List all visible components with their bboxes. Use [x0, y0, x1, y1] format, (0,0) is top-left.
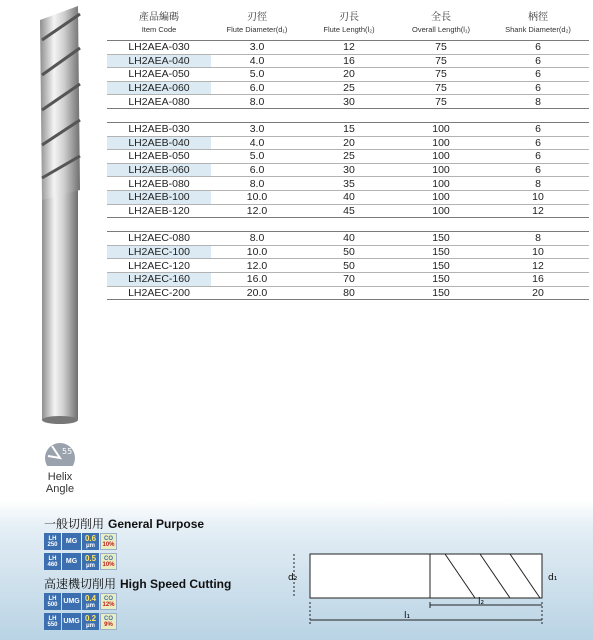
table-row [107, 245, 589, 259]
grain-size-badge [82, 593, 99, 610]
cobalt-label: CO [104, 615, 113, 622]
cell-d1: 3.0 [211, 122, 303, 136]
high-speed-badges [44, 593, 123, 630]
cell-code: LH2AEC-120 [107, 259, 211, 273]
grade-prefix: LH [48, 555, 57, 562]
header-shank-dia-zh: 柄徑 [528, 12, 548, 23]
cell-d2: 10 [487, 190, 589, 204]
grain-size: 0.2 [84, 613, 97, 623]
grade-number: 460 [47, 561, 58, 568]
grade-badge [44, 533, 61, 550]
cell-l1: 100 [395, 190, 487, 204]
cell-l1: 75 [395, 54, 487, 68]
cell-code: LH2AEC-080 [107, 232, 211, 246]
cobalt-value: 10% [102, 561, 115, 568]
cell-d2: 12 [487, 259, 589, 273]
group-spacer [107, 218, 589, 232]
cell-l1: 75 [395, 81, 487, 95]
cell-l2: 15 [303, 122, 395, 136]
cell-d1: 4.0 [211, 54, 303, 68]
end-mill-illustration [0, 0, 112, 430]
cell-d1: 6.0 [211, 81, 303, 95]
cell-l1: 75 [395, 95, 487, 109]
grain-badge [62, 613, 81, 630]
header-row-zh [107, 8, 589, 23]
grain-size-badge [82, 613, 99, 630]
cobalt-value: 10% [102, 541, 115, 548]
dimension-drawing [280, 532, 580, 637]
spacer-cell [107, 108, 589, 122]
cell-d1: 5.0 [211, 150, 303, 164]
cell-d2: 6 [487, 81, 589, 95]
grade-badge [44, 613, 61, 630]
cell-code: LH2AEA-030 [107, 41, 211, 55]
table-row [107, 150, 589, 164]
header-code-en: Item Code [141, 25, 177, 34]
table-row [107, 272, 589, 286]
cell-code: LH2AEB-060 [107, 163, 211, 177]
cell-l1: 150 [395, 259, 487, 273]
grain-type: UMG [63, 597, 80, 605]
helix-angle-block [30, 440, 90, 495]
cobalt-badge [100, 533, 117, 550]
cell-d1: 16.0 [211, 272, 303, 286]
grain-type: MG [65, 557, 78, 565]
cell-l1: 150 [395, 232, 487, 246]
cell-l2: 70 [303, 272, 395, 286]
cell-code: LH2AEA-050 [107, 68, 211, 82]
cell-l1: 100 [395, 150, 487, 164]
table-row [107, 163, 589, 177]
grain-size-badge [82, 533, 99, 550]
header-flute-len-en: Flute Length(l₂) [323, 25, 375, 34]
grade-prefix: LH [48, 535, 57, 542]
cell-d2: 12 [487, 204, 589, 218]
spacer-cell [107, 218, 589, 232]
cell-d1: 8.0 [211, 95, 303, 109]
cell-l2: 50 [303, 259, 395, 273]
table-row [107, 54, 589, 68]
header-row-en [107, 23, 589, 41]
grain-badge [62, 593, 81, 610]
cell-l1: 100 [395, 177, 487, 191]
cell-d1: 12.0 [211, 259, 303, 273]
table-row [107, 286, 589, 300]
cobalt-value: 9% [104, 621, 113, 628]
grade-badge [44, 593, 61, 610]
general-purpose-en: General Purpose [108, 517, 205, 531]
cell-d2: 6 [487, 122, 589, 136]
cell-d1: 4.0 [211, 136, 303, 150]
cell-d1: 10.0 [211, 245, 303, 259]
header-flute-dia-en: Flute Diameter(d₁) [226, 25, 288, 34]
cell-d2: 10 [487, 245, 589, 259]
cell-d2: 6 [487, 54, 589, 68]
general-purpose-zh: 一般切削用 [44, 517, 105, 531]
header-flute-dia-zh: 刃徑 [247, 12, 267, 23]
cobalt-badge [100, 593, 117, 610]
grain-size: 0.5 [84, 553, 97, 563]
cell-l1: 100 [395, 163, 487, 177]
cell-d2: 8 [487, 95, 589, 109]
label-d2: d₂ [288, 573, 298, 583]
spec-table [107, 8, 589, 300]
cobalt-badge [100, 553, 117, 570]
cell-l2: 40 [303, 190, 395, 204]
coating-badge-set [44, 613, 117, 630]
cell-d2: 6 [487, 150, 589, 164]
cell-l2: 45 [303, 204, 395, 218]
cell-code: LH2AEB-120 [107, 204, 211, 218]
cell-l2: 50 [303, 245, 395, 259]
cell-d2: 8 [487, 177, 589, 191]
grade-number: 550 [47, 621, 58, 628]
cell-code: LH2AEB-050 [107, 150, 211, 164]
cell-d2: 6 [487, 136, 589, 150]
header-code-zh: 產品編碼 [139, 12, 179, 23]
cell-l2: 16 [303, 54, 395, 68]
cell-l1: 100 [395, 136, 487, 150]
helix-angle-icon [40, 440, 80, 466]
cell-d2: 20 [487, 286, 589, 300]
cell-l2: 30 [303, 163, 395, 177]
cell-l1: 75 [395, 41, 487, 55]
cell-l2: 30 [303, 95, 395, 109]
coating-badge-set [44, 593, 117, 610]
group-spacer [107, 108, 589, 122]
high-speed-zh: 高速機切削用 [44, 577, 117, 591]
grain-size: 0.4 [84, 593, 97, 603]
grain-unit: μm [85, 622, 95, 629]
cell-code: LH2AEB-030 [107, 122, 211, 136]
grain-size-badge [82, 553, 99, 570]
table-row [107, 95, 589, 109]
cell-d2: 8 [487, 232, 589, 246]
cobalt-label: CO [104, 555, 113, 562]
cell-l2: 25 [303, 150, 395, 164]
cell-code: LH2AEB-100 [107, 190, 211, 204]
cell-d2: 6 [487, 41, 589, 55]
grade-number: 250 [47, 541, 58, 548]
cell-l1: 100 [395, 122, 487, 136]
cell-code: LH2AEC-200 [107, 286, 211, 300]
general-purpose-title [44, 515, 204, 532]
spec-table-body [107, 41, 589, 300]
table-row [107, 190, 589, 204]
table-row [107, 122, 589, 136]
cell-l2: 80 [303, 286, 395, 300]
cobalt-value: 12% [102, 601, 115, 608]
cell-l2: 20 [303, 68, 395, 82]
cell-l2: 20 [303, 136, 395, 150]
header-shank-dia-en: Shank Diameter(d₂) [505, 25, 571, 34]
cell-d1: 10.0 [211, 190, 303, 204]
table-row [107, 136, 589, 150]
grain-type: UMG [63, 617, 80, 625]
cell-d1: 3.0 [211, 41, 303, 55]
cell-l1: 100 [395, 204, 487, 218]
cell-l1: 150 [395, 272, 487, 286]
cell-l1: 75 [395, 68, 487, 82]
cell-l2: 12 [303, 41, 395, 55]
header-overall-len-en: Overall Length(l₁) [412, 25, 470, 34]
table-row [107, 177, 589, 191]
table-row [107, 81, 589, 95]
svg-text:55°: 55° [62, 447, 77, 456]
cell-code: LH2AEB-040 [107, 136, 211, 150]
cell-d2: 16 [487, 272, 589, 286]
label-l2: l₂ [478, 597, 485, 607]
cell-code: LH2AEB-080 [107, 177, 211, 191]
grain-badge [62, 553, 81, 570]
cell-d2: 6 [487, 68, 589, 82]
cell-code: LH2AEC-160 [107, 272, 211, 286]
cell-l2: 25 [303, 81, 395, 95]
cell-d1: 5.0 [211, 68, 303, 82]
cell-d1: 12.0 [211, 204, 303, 218]
label-d1: d₁ [548, 573, 558, 583]
grain-badge [62, 533, 81, 550]
header-flute-len-zh: 刃長 [339, 12, 359, 23]
cobalt-label: CO [104, 535, 113, 542]
cobalt-label: CO [104, 595, 113, 602]
cell-l1: 150 [395, 245, 487, 259]
grain-type: MG [65, 537, 78, 545]
coating-badge-set [44, 553, 117, 570]
cell-d1: 8.0 [211, 232, 303, 246]
table-row [107, 259, 589, 273]
grade-prefix: LH [48, 615, 57, 622]
cobalt-badge [100, 613, 117, 630]
cell-code: LH2AEA-040 [107, 54, 211, 68]
label-l1: l₁ [404, 611, 411, 621]
cell-l2: 40 [303, 232, 395, 246]
cell-code: LH2AEC-100 [107, 245, 211, 259]
high-speed-en: High Speed Cutting [120, 577, 232, 591]
helix-label-line2: Angle [45, 483, 75, 495]
helix-label-line1: Helix [47, 471, 73, 483]
cell-l1: 150 [395, 286, 487, 300]
cell-code: LH2AEA-080 [107, 95, 211, 109]
grain-unit: μm [85, 562, 95, 569]
grade-badge [44, 553, 61, 570]
table-row [107, 204, 589, 218]
cell-code: LH2AEA-060 [107, 81, 211, 95]
table-row [107, 68, 589, 82]
grain-size: 0.6 [84, 533, 97, 543]
coating-badge-set [44, 533, 117, 550]
general-badges [44, 533, 123, 570]
grade-prefix: LH [48, 595, 57, 602]
grain-unit: μm [85, 602, 95, 609]
cell-d1: 20.0 [211, 286, 303, 300]
header-overall-len-zh: 全長 [431, 12, 451, 23]
grade-number: 500 [47, 601, 58, 608]
cell-d2: 6 [487, 163, 589, 177]
cell-d1: 8.0 [211, 177, 303, 191]
cell-d1: 6.0 [211, 163, 303, 177]
grain-unit: μm [85, 542, 95, 549]
table-row [107, 41, 589, 55]
cell-l2: 35 [303, 177, 395, 191]
high-speed-title [44, 575, 231, 592]
table-row [107, 232, 589, 246]
